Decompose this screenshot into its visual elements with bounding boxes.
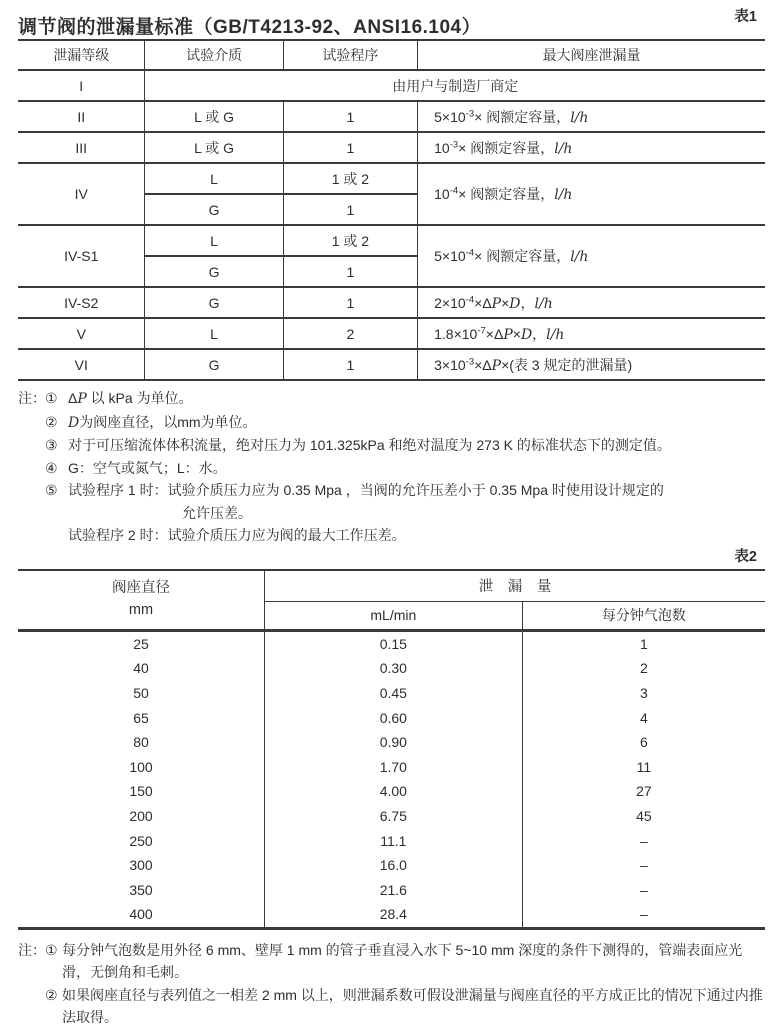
note-text: 允许压差。 [182,504,252,521]
ml-min-cell: 1.70 [265,754,523,779]
bubbles-cell: – [522,877,765,902]
procedure-cell: 1 [283,101,417,132]
page-title: 调节阀的泄漏量标准（GB/T4213-92、ANSI16.104） [18,17,482,38]
seat-diameter-cell: 400 [129,906,153,923]
medium-cell: G [145,287,283,318]
note-text: 试验程序 2 时：试验介质压力应为阀的最大工作压差。 [68,527,406,543]
procedure-cell: 1 [283,194,417,225]
bubbles-cell: – [522,828,765,853]
seat-diameter-cell: 250 [129,832,153,849]
bubbles-cell: 27 [522,779,765,804]
bubbles-cell: 4 [522,705,765,730]
bubbles-cell: 1 [522,630,765,656]
table-row [18,630,765,656]
medium-cell: G [145,256,283,287]
seat-diameter-cell: 65 [133,709,149,726]
medium-cell: G [145,349,283,380]
table-row-grade-v [18,318,765,349]
note-marker: ② [45,986,58,1003]
seat-diameter-cell: 25 [133,635,149,652]
seat-diameter-label: 阀座直径 [112,580,170,597]
header-leakage-class: 泄漏等级 [18,40,145,70]
ml-min-cell: 0.15 [265,630,523,656]
formula-cell: $10^{-3}\times$ 阀额定容量，l/h [418,132,765,163]
bubbles-cell: – [522,853,765,878]
leakage-standard-table [18,39,765,381]
note-marker: ④ [45,459,58,476]
ml-min-cell: 16.0 [265,853,523,878]
seat-leakage-table-body [18,630,765,928]
ml-min-cell: 11.1 [265,828,523,853]
ml-min-cell: 0.90 [265,730,523,755]
grade-cell: IV-S2 [18,287,145,318]
note-text: 对于可压缩流体体积流量，绝对压力为 101.325kPa 和绝对温度为 273 K 的标准状态下的测定值。 [68,437,671,453]
note-text: 每分钟气泡数是用外径 6 mm、壁厚 1 mm 的管子垂直浸入水下 5~10 mm 深度的条件下测得的，管端表面应光滑，无倒角和毛刺。 [62,941,743,981]
ml-min-cell: 21.6 [265,877,523,902]
table1-label: 表1 [734,9,757,25]
note-text: D为阀座直径，以mm为单位。 [68,413,257,431]
note-line-5 [18,479,765,502]
note-marker: ⑤ [45,482,58,498]
medium-cell: L [145,318,283,349]
medium-cell: L 或 G [145,132,283,163]
table-row-grade-ii [18,101,765,132]
note-marker: ① [45,941,58,958]
procedure-cell: 1 [283,287,417,318]
note-marker: ② [45,413,58,430]
table-row-grade-i [18,70,765,101]
table-row [18,877,765,902]
note-line-5-continued [18,502,765,525]
procedure-cell: 1 [283,256,417,287]
notes-prefix: 注： [18,941,46,958]
procedure-cell: 1 或 2 [283,163,417,194]
table-row [18,828,765,853]
grade-cell: III [18,132,145,163]
table-row [18,804,765,829]
table-row [18,853,765,878]
header-test-medium: 试验介质 [145,40,283,70]
note-marker: ① [45,390,58,406]
agreement-cell: 由用户与制造厂商定 [145,70,765,101]
table-row-grade-iv-sub1 [18,163,765,194]
grade-cell: I [18,70,145,101]
bubbles-cell: 2 [522,656,765,681]
table1-header-row [18,40,765,70]
seat-diameter-cell: 40 [133,660,149,677]
table-row [18,779,765,804]
ml-min-cell: 28.4 [265,902,523,928]
table-row [18,705,765,730]
table-row-grade-iv-s1-sub1 [18,225,765,256]
ml-min-cell: 0.45 [265,681,523,706]
header-leakage: 泄 漏 量 [265,570,766,602]
medium-cell: L [145,163,283,194]
grade-cell: IV [18,163,145,225]
bubbles-cell: 45 [522,804,765,829]
bubbles-cell: 6 [522,730,765,755]
note-marker: ③ [45,437,58,453]
table-row-grade-iv-s2 [18,287,765,318]
seat-diameter-cell: 350 [129,881,153,898]
table-row [18,730,765,755]
seat-diameter-cell: 50 [133,684,149,701]
seat-diameter-cell: 150 [129,783,153,800]
formula-cell: $3\times 10^{-3}\times\Delta P\times$(表 3 规定的泄漏量) [418,349,765,380]
grade-cell: IV-S1 [18,225,145,287]
note-line-4 [18,457,765,480]
medium-cell: L 或 G [145,101,283,132]
table-row [18,681,765,706]
seat-diameter-unit: mm [128,601,154,618]
title-row [18,0,765,39]
note-line-6 [18,524,765,547]
table-row [18,754,765,779]
note-text: G：空气或氮气；L：水。 [68,459,227,476]
table1-notes [18,387,765,547]
note-text: 试验程序 1 时：试验介质压力应为 0.35 Mpa ，当阀的允许压差小于 0.35 Mpa 时使用设计规定的 [68,482,664,498]
ml-min-cell: 0.30 [265,656,523,681]
bubbles-cell: 11 [522,754,765,779]
note-text: ΔP 以 kPa 为单位。 [68,390,193,407]
table-row-grade-iii [18,132,765,163]
formula-cell: $1.8\times 10^{-7}\times\Delta P\times D$，l/h [418,318,765,349]
seat-diameter-cell: 100 [129,758,153,775]
bottom-note-2 [18,984,765,1029]
note-line-3 [18,434,765,457]
procedure-cell: 1 或 2 [283,225,417,256]
seat-leakage-table [18,569,765,930]
note-text: 如果阀座直径与表列值之一相差 2 mm 以上，则泄漏系数可假设泄漏量与阀座直径的平方成正比的情况下通过内推法取得。 [62,986,763,1026]
header-ml-min: mL/min [265,601,523,630]
table-row-grade-vi [18,349,765,380]
table2-notes [18,939,765,1029]
grade-cell: II [18,101,145,132]
formula-cell: $2\times 10^{-4}\times\Delta P\times D$，l/h [418,287,765,318]
table2-header-row-1 [18,570,765,602]
procedure-cell: 1 [283,349,417,380]
formula-cell: $5\times 10^{-3}\times$ 阀额定容量，l/h [418,101,765,132]
header-bubbles-per-min: 每分钟气泡数 [522,601,765,630]
medium-cell: L [145,225,283,256]
table-row [18,902,765,928]
bubbles-cell: – [522,902,765,928]
table-row [18,656,765,681]
ml-min-cell: 0.60 [265,705,523,730]
seat-diameter-cell: 80 [133,734,149,751]
bubbles-cell: 3 [522,681,765,706]
seat-diameter-cell: 200 [129,807,153,824]
procedure-cell: 1 [283,132,417,163]
ml-min-cell: 6.75 [265,804,523,829]
note-line-1 [18,387,765,411]
grade-cell: VI [18,349,145,380]
note-line-2 [18,411,765,435]
ml-min-cell: 4.00 [265,779,523,804]
formula-cell: $5\times 10^{-4}\times$ 阀额定容量，l/h [418,225,765,287]
header-test-procedure: 试验程序 [283,40,417,70]
grade-cell: V [18,318,145,349]
seat-diameter-cell: 300 [129,857,153,874]
table2-label: 表2 [734,548,757,565]
procedure-cell: 2 [283,318,417,349]
formula-cell: $10^{-4}\times$ 阀额定容量，l/h [418,163,765,225]
bottom-note-1 [18,939,765,984]
medium-cell: G [145,194,283,225]
notes-prefix: 注： [18,390,46,406]
header-seat-diameter [18,570,265,631]
header-max-seat-leakage: 最大阀座泄漏量 [418,40,765,70]
